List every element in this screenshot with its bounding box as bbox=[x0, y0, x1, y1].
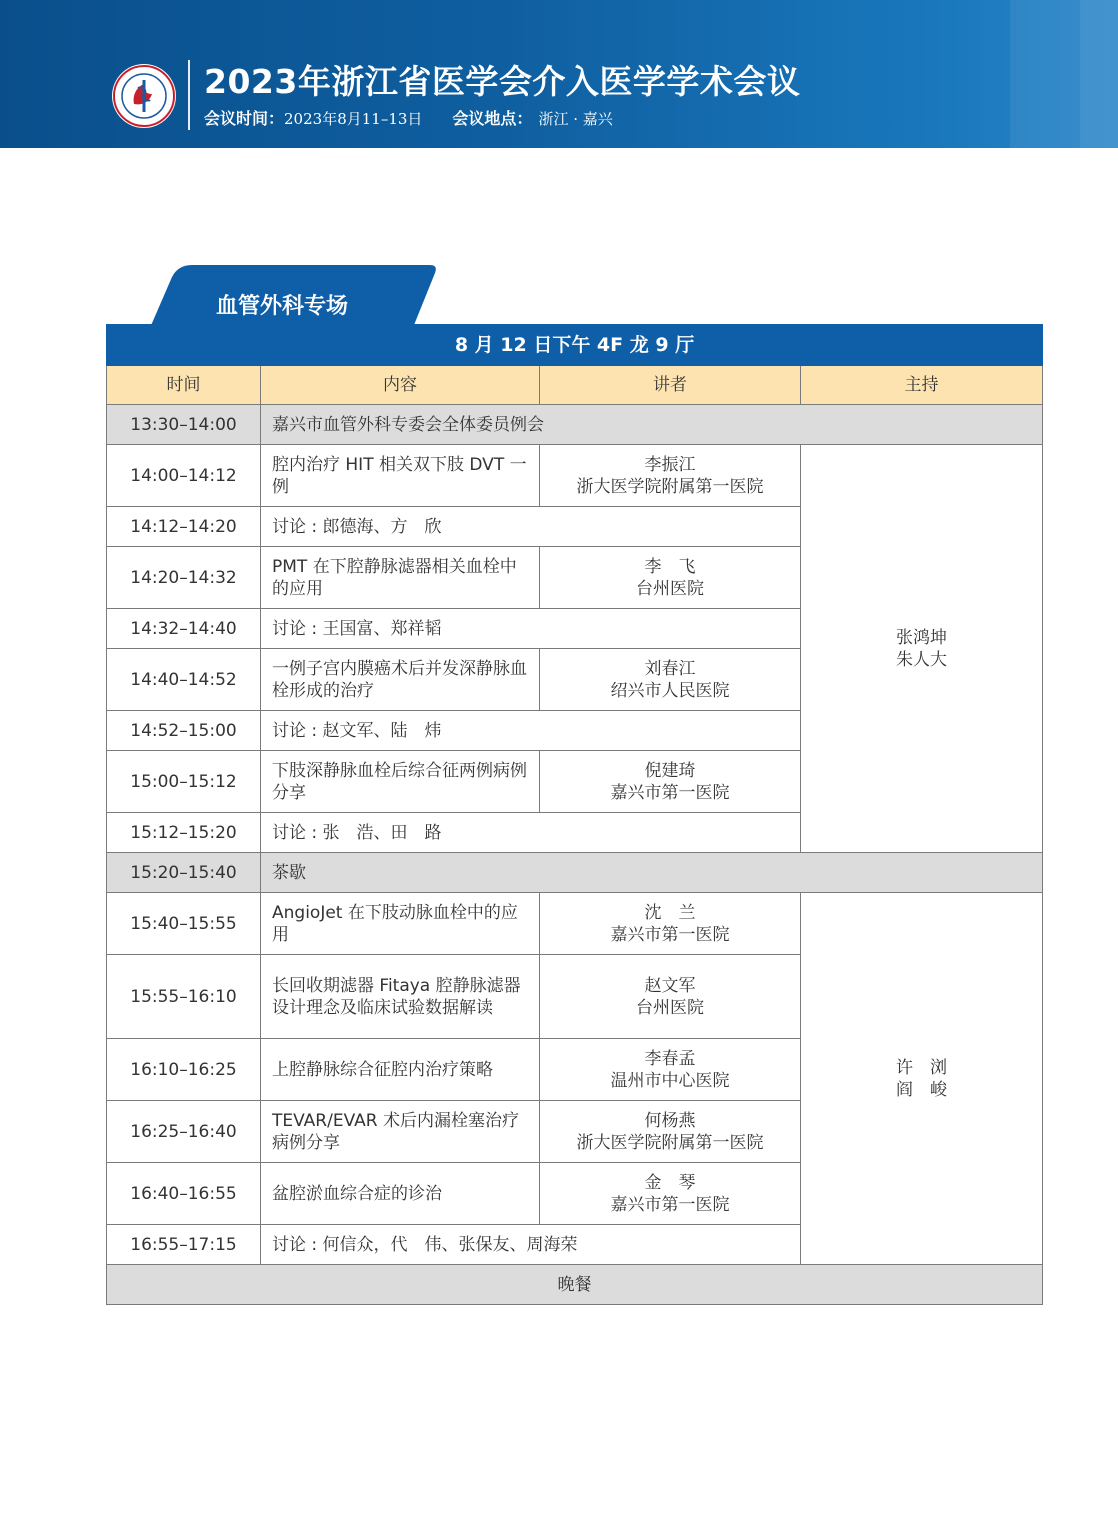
row-content: TEVAR/EVAR 术后内漏栓塞治疗病例分享 bbox=[261, 1101, 540, 1163]
row-speaker bbox=[540, 445, 801, 507]
row-speaker bbox=[540, 751, 801, 813]
row-speaker bbox=[540, 649, 801, 711]
row-time: 16:25–16:40 bbox=[107, 1101, 261, 1163]
row-speaker bbox=[540, 955, 801, 1039]
row-time: 14:40–14:52 bbox=[107, 649, 261, 711]
speaker-org: 浙大医学院附属第一医院 bbox=[576, 476, 764, 497]
dinner-row bbox=[107, 1265, 1043, 1305]
row-time: 15:40–15:55 bbox=[107, 893, 261, 955]
section-title: 血管外科专场 bbox=[216, 294, 349, 319]
host-cell bbox=[801, 893, 1043, 1265]
row-content: 讨论 : 王国富、郑祥韬 bbox=[261, 609, 801, 649]
row-time: 14:32–14:40 bbox=[107, 609, 261, 649]
row-content: AngioJet 在下肢动脉血栓中的应用 bbox=[261, 893, 540, 955]
speaker-org: 台州医院 bbox=[636, 997, 704, 1018]
place-value: 浙江 · 嘉兴 bbox=[538, 110, 613, 128]
host-name: 朱人大 bbox=[896, 649, 947, 670]
row-time: 15:12–15:20 bbox=[107, 813, 261, 853]
conference-title: 2023年浙江省医学会介入医学学术会议 bbox=[204, 62, 801, 101]
table-row bbox=[107, 893, 1043, 955]
speaker-name: 李振江 bbox=[644, 454, 696, 475]
row-time: 15:20–15:40 bbox=[107, 853, 261, 893]
row-content: PMT 在下腔静脉滤器相关血栓中的应用 bbox=[261, 547, 540, 609]
speaker-org: 台州医院 bbox=[636, 578, 704, 599]
host-name: 许 浏 bbox=[896, 1057, 947, 1078]
row-speaker bbox=[540, 547, 801, 609]
speaker-org: 绍兴市人民医院 bbox=[610, 680, 730, 701]
row-content: 盆腔淤血综合症的诊治 bbox=[261, 1163, 540, 1225]
speaker-name: 刘春江 bbox=[644, 658, 696, 679]
row-content: 讨论 : 何信众，代 伟、张保友、周海荣 bbox=[261, 1225, 801, 1265]
header-divider bbox=[188, 60, 190, 130]
speaker-org: 嘉兴市第一医院 bbox=[610, 924, 730, 945]
speaker-name: 沈 兰 bbox=[644, 902, 696, 923]
speaker-org: 嘉兴市第一医院 bbox=[610, 782, 730, 803]
footer-dinner: 晚餐 bbox=[107, 1265, 1043, 1305]
row-content: 腔内治疗 HIT 相关双下肢 DVT 一例 bbox=[261, 445, 540, 507]
host-cell bbox=[801, 445, 1043, 853]
speaker-org: 嘉兴市第一医院 bbox=[610, 1194, 730, 1215]
row-content: 嘉兴市血管外科专委会全体委员例会 bbox=[261, 405, 1043, 445]
row-time: 16:10–16:25 bbox=[107, 1039, 261, 1101]
row-time: 14:52–15:00 bbox=[107, 711, 261, 751]
table-row bbox=[107, 405, 1043, 445]
schedule-table bbox=[106, 324, 1043, 1305]
column-header-speaker: 讲者 bbox=[540, 366, 801, 405]
row-time: 16:55–17:15 bbox=[107, 1225, 261, 1265]
host-name: 张鸿坤 bbox=[896, 627, 947, 648]
row-speaker bbox=[540, 1163, 801, 1225]
row-time: 15:00–15:12 bbox=[107, 751, 261, 813]
table-row bbox=[107, 853, 1043, 893]
session-info: 8 月 12 日下午 4F 龙 9 厅 bbox=[107, 325, 1043, 366]
row-content: 茶歇 bbox=[261, 853, 1043, 893]
banner-stripe bbox=[1080, 0, 1118, 148]
conference-meta bbox=[204, 106, 613, 129]
row-content: 上腔静脉综合征腔内治疗策略 bbox=[261, 1039, 540, 1101]
speaker-name: 倪建琦 bbox=[644, 760, 696, 781]
row-content: 讨论 : 郎德海、方 欣 bbox=[261, 507, 801, 547]
row-content: 长回收期滤器 Fitaya 腔静脉滤器设计理念及临床试验数据解读 bbox=[261, 955, 540, 1039]
column-header-content: 内容 bbox=[261, 366, 540, 405]
speaker-name: 金 琴 bbox=[644, 1172, 696, 1193]
row-time: 14:12–14:20 bbox=[107, 507, 261, 547]
row-content: 讨论 : 张 浩、田 路 bbox=[261, 813, 801, 853]
row-speaker bbox=[540, 1039, 801, 1101]
row-speaker bbox=[540, 893, 801, 955]
speaker-name: 赵文军 bbox=[644, 975, 696, 996]
speaker-org: 温州市中心医院 bbox=[610, 1070, 730, 1091]
time-value: 2023年8月11–13日 bbox=[284, 110, 423, 128]
host-name: 阎 峻 bbox=[896, 1079, 947, 1100]
column-header-time: 时间 bbox=[107, 366, 261, 405]
time-label: 会议时间： bbox=[204, 109, 285, 128]
speaker-name: 李 飞 bbox=[644, 556, 696, 577]
row-content: 下肢深静脉血栓后综合征两例病例分享 bbox=[261, 751, 540, 813]
row-time: 16:40–16:55 bbox=[107, 1163, 261, 1225]
row-time: 14:00–14:12 bbox=[107, 445, 261, 507]
speaker-org: 浙大医学院附属第一医院 bbox=[576, 1132, 764, 1153]
session-header-row bbox=[107, 325, 1043, 366]
association-logo-icon bbox=[112, 64, 176, 128]
speaker-name: 李春孟 bbox=[644, 1048, 696, 1069]
column-header-row bbox=[107, 366, 1043, 405]
row-time: 13:30–14:00 bbox=[107, 405, 261, 445]
column-header-host: 主持 bbox=[801, 366, 1043, 405]
banner-stripe bbox=[1010, 0, 1080, 148]
row-speaker bbox=[540, 1101, 801, 1163]
row-content: 讨论 : 赵文军、陆 炜 bbox=[261, 711, 801, 751]
table-row bbox=[107, 445, 1043, 507]
row-time: 14:20–14:32 bbox=[107, 547, 261, 609]
row-time: 15:55–16:10 bbox=[107, 955, 261, 1039]
place-label: 会议地点： bbox=[452, 109, 533, 128]
row-content: 一例子宫内膜癌术后并发深静脉血栓形成的治疗 bbox=[261, 649, 540, 711]
speaker-name: 何杨燕 bbox=[644, 1110, 696, 1131]
